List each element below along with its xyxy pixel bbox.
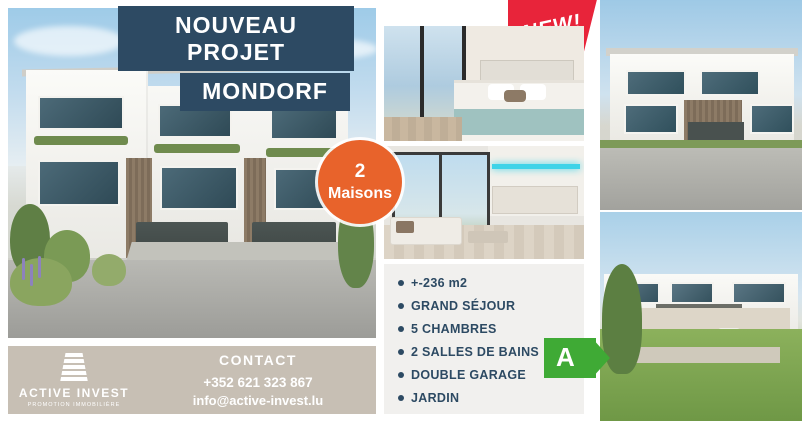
contact-details <box>140 352 376 408</box>
lavender-plant <box>22 258 25 280</box>
window <box>670 282 714 304</box>
coffee-table <box>468 231 508 243</box>
energy-class-badge <box>536 338 604 378</box>
bed-blanket <box>454 109 584 135</box>
window <box>700 70 760 96</box>
exterior-photo-street-view <box>600 0 802 210</box>
contact-heading: CONTACT <box>219 352 297 368</box>
houses-count-label: Maisons <box>327 184 392 202</box>
shrub <box>10 258 72 306</box>
contact-phone[interactable]: +352 621 323 867 <box>203 375 313 390</box>
feature-item: +-236 m2 <box>398 276 574 290</box>
title-line-2: MONDORF <box>180 73 350 111</box>
roof-planter <box>154 144 240 153</box>
cushion <box>504 90 526 102</box>
shrub <box>92 254 126 286</box>
company-name: ACTIVE INVEST <box>18 385 130 400</box>
feature-item: DOUBLE GARAGE <box>398 368 574 382</box>
led-strip <box>492 164 580 169</box>
window <box>270 108 338 140</box>
contact-bar <box>8 346 376 414</box>
tv-cabinet <box>492 186 578 214</box>
poster-title <box>118 6 370 111</box>
window <box>160 166 238 210</box>
lavender-plant <box>38 256 41 278</box>
energy-class-letter: A <box>556 342 575 372</box>
street <box>600 148 802 210</box>
contact-email[interactable]: info@active-invest.lu <box>192 393 324 408</box>
energy-badge-arrow <box>592 338 610 378</box>
window <box>626 70 686 96</box>
cloud <box>14 26 124 56</box>
exterior-photo-garden-view <box>600 212 802 421</box>
feature-item: GRAND SÉJOUR <box>398 299 574 313</box>
houses-count-number: 2 <box>354 161 366 183</box>
lavender-plant <box>30 264 33 286</box>
sofa-cushion <box>396 221 414 233</box>
feature-item: 2 SALLES DE BAINS <box>398 345 574 359</box>
feature-item: 5 CHAMBRES <box>398 322 574 336</box>
title-line-1: NOUVEAU PROJET <box>118 6 354 71</box>
garden-path <box>630 347 780 363</box>
company-tagline: PROMOTION IMMOBILIÈRE <box>27 401 121 408</box>
window <box>38 96 124 130</box>
living-room-photo <box>384 146 584 259</box>
window <box>624 104 678 134</box>
bedroom-photo <box>384 26 584 141</box>
building-logo-icon <box>60 353 88 383</box>
window <box>38 160 120 206</box>
wood-floor <box>384 117 462 141</box>
feature-item: JARDIN <box>398 391 574 405</box>
roof-planter <box>34 136 128 145</box>
window <box>750 104 794 134</box>
company-logo <box>8 353 140 408</box>
houses-count-badge <box>318 140 402 224</box>
window <box>732 282 786 304</box>
